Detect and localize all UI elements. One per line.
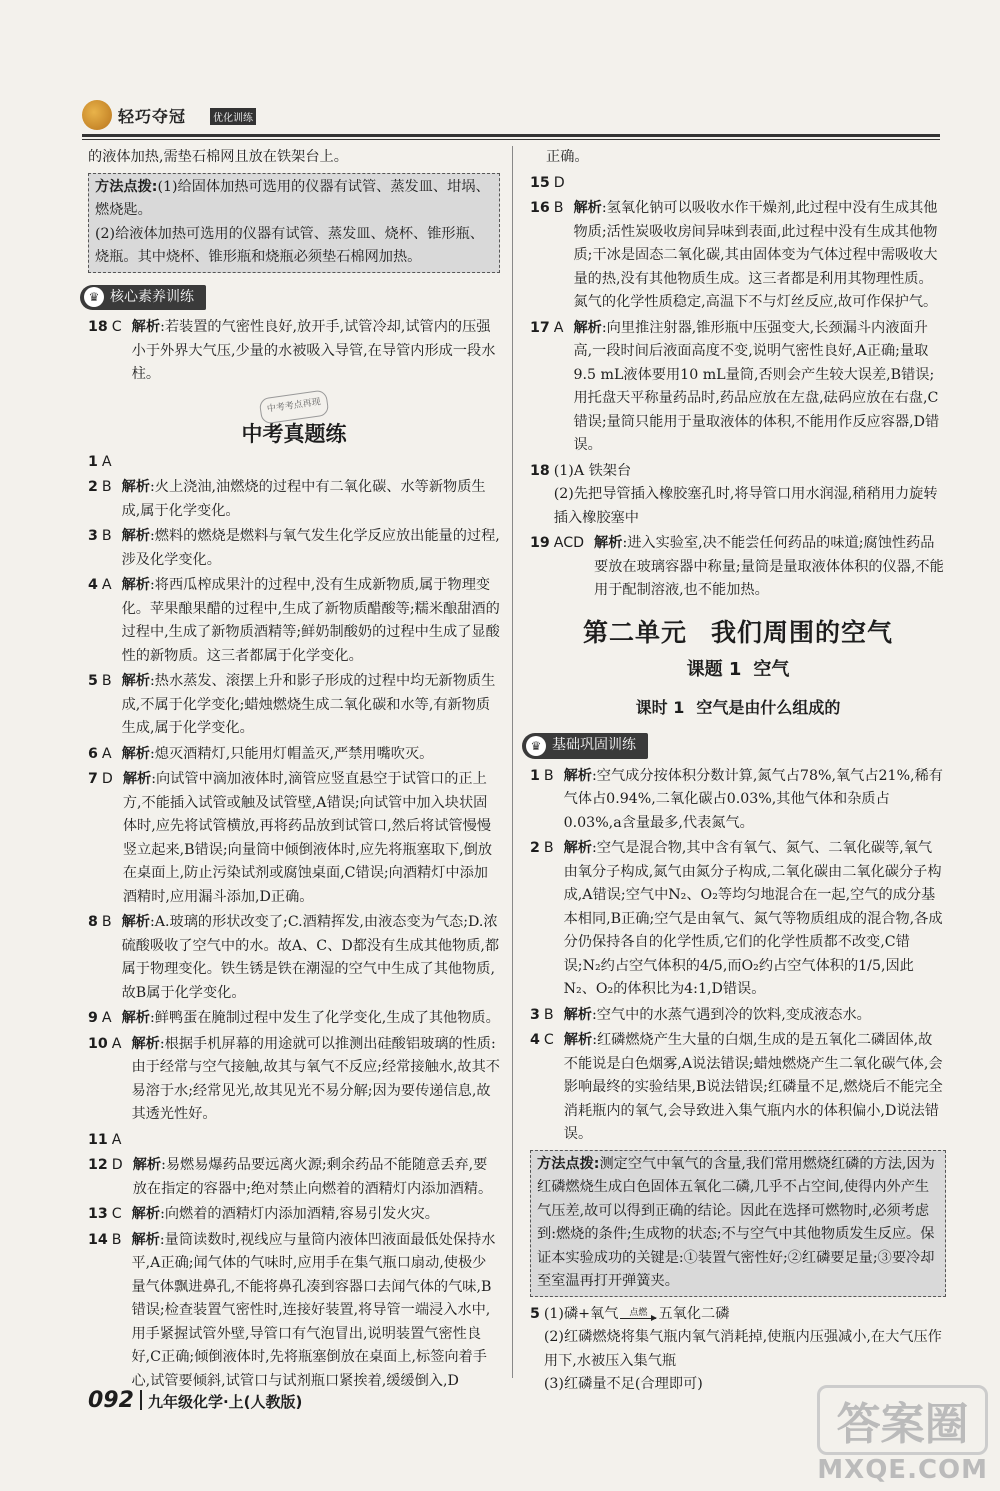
answer-choice: B — [101, 479, 112, 495]
method-tip-box — [530, 1150, 946, 1297]
answer-choice: A — [101, 453, 112, 470]
tip-label: 方法点拨: — [95, 178, 158, 195]
answer-item — [88, 743, 500, 767]
explanation-keyword: 解析 — [121, 528, 150, 544]
answer-item — [530, 765, 946, 836]
lesson-number: 课时 1 — [635, 697, 685, 717]
explanation-text: :氢氧化钠可以吸收水作干燥剂,此过程中没有生成其他物质;活性炭吸收房间异味到表面,此过程中没有生成其他物质;干冰是固态二氧化碳,其由固体变为气体过程中需吸收大量的热,没有其他物质生成。这三者都是利用其物理性质。氮气的化学性质稳定,高温下不与灯丝反应,故可作保护气。 — [573, 200, 938, 310]
answer-line: (3)红磷量不足(合理即可) — [543, 1376, 703, 1392]
explanation — [564, 837, 946, 1002]
question-number: 4 — [88, 577, 98, 593]
stamp-title: 中考真题练 — [241, 422, 347, 446]
explanation-text: :根据手机屏幕的用途就可以推测出硅酸铝玻璃的性质:由于经常与空气接触,故其与氧气不反应;经常接触水,故其不易溶于水;经常见光,故其见光不易分解;因为要传递信息,故其透光性好。 — [131, 1035, 500, 1122]
watermark-logo — [817, 1385, 988, 1485]
answer-item — [88, 476, 500, 523]
answer-item — [530, 1303, 946, 1397]
answer-line: (2)红磷燃烧将集气瓶内氧气消耗掉,使瓶内压强减小,在大气压作用下,水被压入集气瓶 — [543, 1329, 942, 1369]
explanation — [132, 316, 500, 387]
explanation-text: :A.玻璃的形状改变了;C.酒精挥发,由液态变为气态;D.浓硫酸吸收了空气中的水。故A、C、D都没有生成其他物质,都属于物理变化。铁生锈是铁在潮湿的空气中生成了其他物质,故B属于化学变化。 — [121, 914, 500, 1001]
question-number: 13 — [88, 1206, 108, 1222]
answer-choice: A — [101, 577, 112, 593]
explanation — [133, 1154, 500, 1201]
answer-choice: A — [101, 745, 112, 762]
answer-item — [88, 1007, 500, 1031]
explanation-keyword: 解析 — [121, 745, 150, 762]
answer-choice: B — [101, 528, 112, 544]
explanation-keyword: 解析 — [121, 914, 150, 930]
question-number: 18 — [530, 462, 550, 479]
lesson-title — [530, 696, 946, 720]
brand-subtitle: 优化训练 — [210, 108, 256, 125]
question-number: 19 — [530, 535, 550, 551]
explanation-keyword: 解析 — [131, 1035, 160, 1052]
explanation-text: :热水蒸发、滚摆上升和影子形成的过程中均无新物质生成,不属于化学变化;蜡烛燃烧生成二氧化碳和水等,有新物质生成,属于化学变化。 — [121, 673, 496, 736]
question-number: 17 — [530, 319, 550, 336]
explanation — [594, 532, 946, 603]
explanation-text: :易燃易爆药品要远离火源;剩余药品不能随意丢弃,要放在指定的容器中;绝对禁止向燃着的酒精灯内添加酒精。 — [132, 1157, 493, 1197]
book-title: 九年级化学·上(人教版) — [147, 1393, 303, 1411]
explanation-keyword: 解析 — [563, 840, 592, 856]
answer-item — [530, 532, 946, 603]
exam-section-stamp — [199, 393, 389, 447]
explanation-text: :鲜鸭蛋在腌制过程中发生了化学变化,生成了其他物质。 — [149, 1010, 500, 1026]
question-number: 16 — [530, 200, 550, 216]
stamp-caption: 中考考点再现 — [259, 389, 330, 424]
right-column — [530, 146, 946, 1399]
answer-item — [88, 1129, 500, 1153]
method-tip-box — [88, 173, 500, 273]
explanation-keyword: 解析 — [594, 535, 623, 551]
answer-item — [530, 197, 946, 315]
equation-reactants: (1)磷+氧气 — [543, 1305, 619, 1322]
explanation — [564, 1004, 946, 1028]
question-number: 12 — [88, 1157, 108, 1173]
answer-item — [88, 768, 500, 909]
explanation-keyword: 解析 — [121, 577, 150, 593]
explanation-text: :熄灭酒精灯,只能用灯帽盖灭,严禁用嘴吹灭。 — [149, 745, 434, 762]
answer-item — [530, 460, 946, 531]
answer-item — [88, 316, 500, 387]
explanation-text: :燃料的燃烧是燃料与氧气发生化学反应放出能量的过程,涉及化学变化。 — [121, 528, 500, 568]
unit-name: 我们周围的空气 — [711, 617, 894, 647]
answer-choice: B — [111, 1231, 122, 1248]
answer-choice: ACD — [553, 535, 585, 551]
page-footer — [88, 1388, 302, 1413]
question-number: 5 — [530, 1305, 540, 1322]
question-number: 1 — [530, 767, 540, 784]
question-number: 2 — [88, 479, 98, 495]
section-bar-basic — [522, 733, 648, 759]
explanation-keyword: 解析 — [121, 1010, 150, 1026]
answer-item — [88, 911, 500, 1005]
explanation — [122, 1007, 500, 1031]
explanation — [122, 525, 500, 572]
question-number: 14 — [88, 1231, 108, 1248]
explanation-text: :火上浇油,油燃烧的过程中有二氧化碳、水等新物质生成,属于化学变化。 — [121, 479, 486, 519]
explanation-keyword: 解析 — [131, 1206, 161, 1222]
explanation-keyword: 解析 — [563, 1006, 592, 1023]
explanation — [131, 1229, 500, 1394]
explanation-text: :若装置的气密性良好,放开手,试管冷却,试管内的压强小于外界大气压,少量的水被吸入导管,在导管内形成一段水柱。 — [131, 319, 496, 382]
explanation — [122, 574, 500, 668]
question-number: 3 — [530, 1006, 540, 1023]
question-number: 3 — [88, 528, 98, 544]
equation-line — [544, 1303, 946, 1327]
left-column — [88, 146, 500, 1395]
watermark-text: 答案圈 — [817, 1385, 988, 1455]
explanation-text: :量筒读数时,视线应与量筒内液体凹液面最低处保持水平,A正确;闻气体的气味时,应用手在集气瓶口扇动,使极少量气体飘进鼻孔,不能将鼻孔凑到容器口去闻气体的气味,B错误;检查装置气密性时,连接好装置,将导管一端浸入水中,用手紧握试管外壁,导管口有气泡冒出,说明装置气密性良好,C正确;倾倒液体时,先将瓶塞倒放在桌面上,标签向着手心,试管要倾斜,试管口与试剂瓶口紧挨着,缓缓倒入,D — [131, 1231, 496, 1389]
header-rule-thin — [82, 139, 940, 140]
crown-icon: ♛ — [84, 287, 104, 307]
answer-choice: B — [543, 1006, 554, 1023]
explanation-keyword: 解析 — [573, 200, 602, 216]
explanation-keyword: 解析 — [122, 771, 152, 787]
lesson-name: 空气是由什么组成的 — [696, 697, 841, 717]
continued-text: 的液体加热,需垫石棉网且放在铁架台上。 — [88, 149, 348, 165]
answer-item — [530, 317, 946, 458]
tip-label: 方法点拨: — [537, 1155, 600, 1172]
answer-line: (2)先把导管插入橡胶塞孔时,将导管口用水润湿,稍稍用力旋转插入橡胶塞中 — [553, 486, 938, 526]
answer-item — [88, 525, 500, 572]
explanation-keyword: 解析 — [121, 673, 150, 689]
explanation — [122, 911, 500, 1005]
question-number: 15 — [530, 174, 550, 191]
section-bar-core — [80, 285, 206, 311]
reaction-arrow-icon — [620, 1309, 656, 1319]
answer-item — [530, 172, 946, 196]
question-number: 4 — [530, 1032, 540, 1048]
header-rule — [82, 134, 940, 137]
explanation — [573, 197, 946, 315]
answer-item — [530, 1004, 946, 1028]
explanation — [123, 768, 500, 909]
explanation — [132, 1203, 500, 1227]
answer-choice: C — [543, 1032, 554, 1048]
answer-choice: B — [553, 200, 564, 216]
explanation-keyword: 解析 — [131, 1231, 160, 1248]
explanation — [564, 765, 946, 836]
explanation-keyword: 解析 — [563, 1032, 593, 1048]
explanation — [122, 476, 500, 523]
crown-icon: ♛ — [526, 736, 546, 756]
answer-choice: A — [553, 319, 564, 336]
equation-product: 五氧化二磷 — [658, 1305, 730, 1322]
page-number: 092 — [88, 1388, 134, 1413]
explanation — [564, 1029, 946, 1147]
watermark-url: MXQE.COM — [817, 1455, 988, 1485]
tip-line: (2)给液体加热可选用的仪器有试管、蒸发皿、烧杯、锥形瓶、烧瓶。其中烧杯、锥形瓶和烧瓶必须垫石棉网加热。 — [95, 225, 484, 265]
explanation-text: :向燃着的酒精灯内添加酒精,容易引发火灾。 — [160, 1206, 439, 1222]
column-divider — [512, 146, 513, 1378]
answer-choice: A — [111, 1035, 122, 1052]
topic-title — [530, 658, 946, 682]
explanation-text: :空气中的水蒸气遇到冷的饮料,变成液态水。 — [592, 1006, 871, 1023]
answer-list — [88, 451, 500, 1394]
answer-choice: B — [101, 673, 112, 689]
continued-text: 正确。 — [546, 149, 589, 165]
brand-logo-icon — [82, 100, 112, 130]
answer-choice: D — [553, 174, 565, 191]
answer-choice: D — [101, 771, 113, 787]
explanation-keyword: 解析 — [121, 479, 150, 495]
explanation-text: :红磷燃烧产生大量的白烟,生成的是五氧化二磷固体,故不能说是白色烟雾,A说法错误;蜡烛燃烧产生二氧化碳气体,会影响最终的实验结果,B说法错误;红磷量不足,燃烧后不能完全消耗瓶内的氧气,会导致进入集气瓶内水的体积偏小,D说法错误。 — [563, 1032, 943, 1142]
section-title: 基础巩固训练 — [552, 737, 636, 753]
answer-item — [530, 1029, 946, 1147]
answer-item — [530, 837, 946, 1002]
answer-item — [88, 670, 500, 741]
unit-title — [530, 617, 946, 647]
answer-item — [88, 574, 500, 668]
explanation — [554, 460, 946, 531]
question-number: 1 — [88, 453, 98, 470]
explanation-text: :向里推注射器,锥形瓶中压强变大,长颈漏斗内液面升高,一段时间后液面高度不变,说明气密性良好,A正确;量取9.5 mL液体要用10 mL量筒,否则会产生较大误差,B错误;用托盘天平称量药品时,药品应放在左盘,砝码应放在右盘,C错误;量筒只能用于量取液体的体积,不能用作反应容器,D错误。 — [573, 319, 940, 453]
answer-choice: C — [111, 1206, 122, 1222]
answer-line: (1)A 铁架台 — [553, 462, 632, 479]
explanation-text: :将西瓜榨成果汁的过程中,没有生成新物质,属于物理变化。苹果酿果醋的过程中,生成了新物质醋酸等;糯米酿甜酒的过程中,生成了新物质酒精等;鲜奶制酸奶的过程中生成了显酸性的新物质。这三者都属于化学变化。 — [121, 577, 500, 664]
page-header — [82, 96, 940, 136]
reaction-condition: 点燃 — [629, 1307, 648, 1318]
answer-item — [88, 1203, 500, 1227]
explanation-keyword: 解析 — [132, 1157, 162, 1173]
answer-choice: C — [111, 319, 122, 335]
tip-text: 测定空气中氧气的含量,我们常用燃烧红磷的方法,因为红磷燃烧生成白色固体五氧化二磷,几乎不占空间,使得内外产生气压差,故可以得到正确的结论。因此在选择可燃物时,必须考虑到:燃烧的条件;生成物的状态;不与空气中其他物质发生反应。保证本实验成功的关键是:①装置气密性好;②红磷要足量;③要冷却至室温再打开弹簧夹。 — [537, 1155, 935, 1289]
question-number: 11 — [88, 1131, 108, 1148]
explanation-keyword: 解析 — [563, 767, 592, 784]
answer-list — [530, 765, 946, 1147]
footer-divider — [140, 1390, 142, 1410]
explanation — [131, 1033, 500, 1127]
section-title: 核心素养训练 — [110, 288, 194, 305]
answer-choice: A — [111, 1131, 122, 1148]
question-number: 5 — [88, 673, 98, 689]
explanation-keyword: 解析 — [573, 319, 602, 336]
answer-choice: D — [111, 1157, 123, 1173]
explanation — [544, 1303, 946, 1397]
topic-number: 课题 1 — [686, 659, 742, 680]
answer-item — [88, 1229, 500, 1394]
answer-choice: B — [543, 840, 554, 856]
question-number: 6 — [88, 745, 98, 762]
explanation — [122, 670, 500, 741]
explanation-text: :向试管中滴加液体时,滴管应竖直悬空于试管口的正上方,不能插入试管或触及试管壁,A错误;向试管中加入块状固体时,应先将试管横放,再将药品放到试管口,然后将试管慢慢竖立起来,B错误;向量筒中倾倒液体时,应先将瓶塞取下,倒放在桌面上,防止污染试剂或腐蚀桌面,C错误;向酒精灯中添加酒精时,应用漏斗添加,D正确。 — [122, 771, 493, 905]
question-number: 2 — [530, 840, 540, 856]
tip-line: (1)给固体加热可选用的仪器有试管、蒸发皿、坩埚、燃烧匙。 — [95, 178, 490, 218]
explanation — [122, 743, 500, 767]
explanation-text: :空气成分按体积分数计算,氮气占78%,氧气占21%,稀有气体占0.94%,二氧化碳占0.03%,其他气体和杂质占0.03%,a含量最多,代表氮气。 — [563, 767, 943, 831]
question-number: 18 — [88, 319, 108, 335]
answer-item — [88, 451, 500, 475]
explanation-text: :进入实验室,决不能尝任何药品的味道;腐蚀性药品要放在玻璃容器中称量;量筒是量取液体体积的仪器,不能用于配制溶液,也不能加热。 — [594, 535, 944, 598]
explanation-text: :空气是混合物,其中含有氧气、氮气、二氧化碳等,氧气由氧分子构成,氮气由氮分子构成,二氧化碳由二氧化碳分子构成,A错误;空气中N₂、O₂等均匀地混合在一起,空气的成分基本相同,B正确;空气是由氧气、氮气等物质组成的混合物,各成分仍保持各自的化学性质,它们的化学性质都不改变,C错误;N₂约占空气体积的4/5,而O₂约占空气体积的1/5,因此N₂、O₂的体积比为4:1,D错误。 — [563, 840, 943, 997]
question-number: 8 — [88, 914, 98, 930]
question-number: 9 — [88, 1010, 98, 1026]
answer-item — [88, 1033, 500, 1127]
topic-name: 空气 — [753, 659, 790, 680]
answer-choice: A — [101, 1010, 112, 1026]
answer-list — [530, 172, 946, 458]
explanation — [573, 317, 946, 458]
unit-number: 第二单元 — [582, 617, 687, 647]
answer-item — [88, 1154, 500, 1201]
answer-choice: B — [543, 767, 554, 784]
brand-name: 轻巧夺冠 — [118, 107, 187, 126]
explanation-keyword: 解析 — [131, 319, 161, 335]
answer-choice: B — [101, 914, 112, 930]
question-number: 10 — [88, 1035, 108, 1052]
question-number: 7 — [88, 771, 98, 787]
